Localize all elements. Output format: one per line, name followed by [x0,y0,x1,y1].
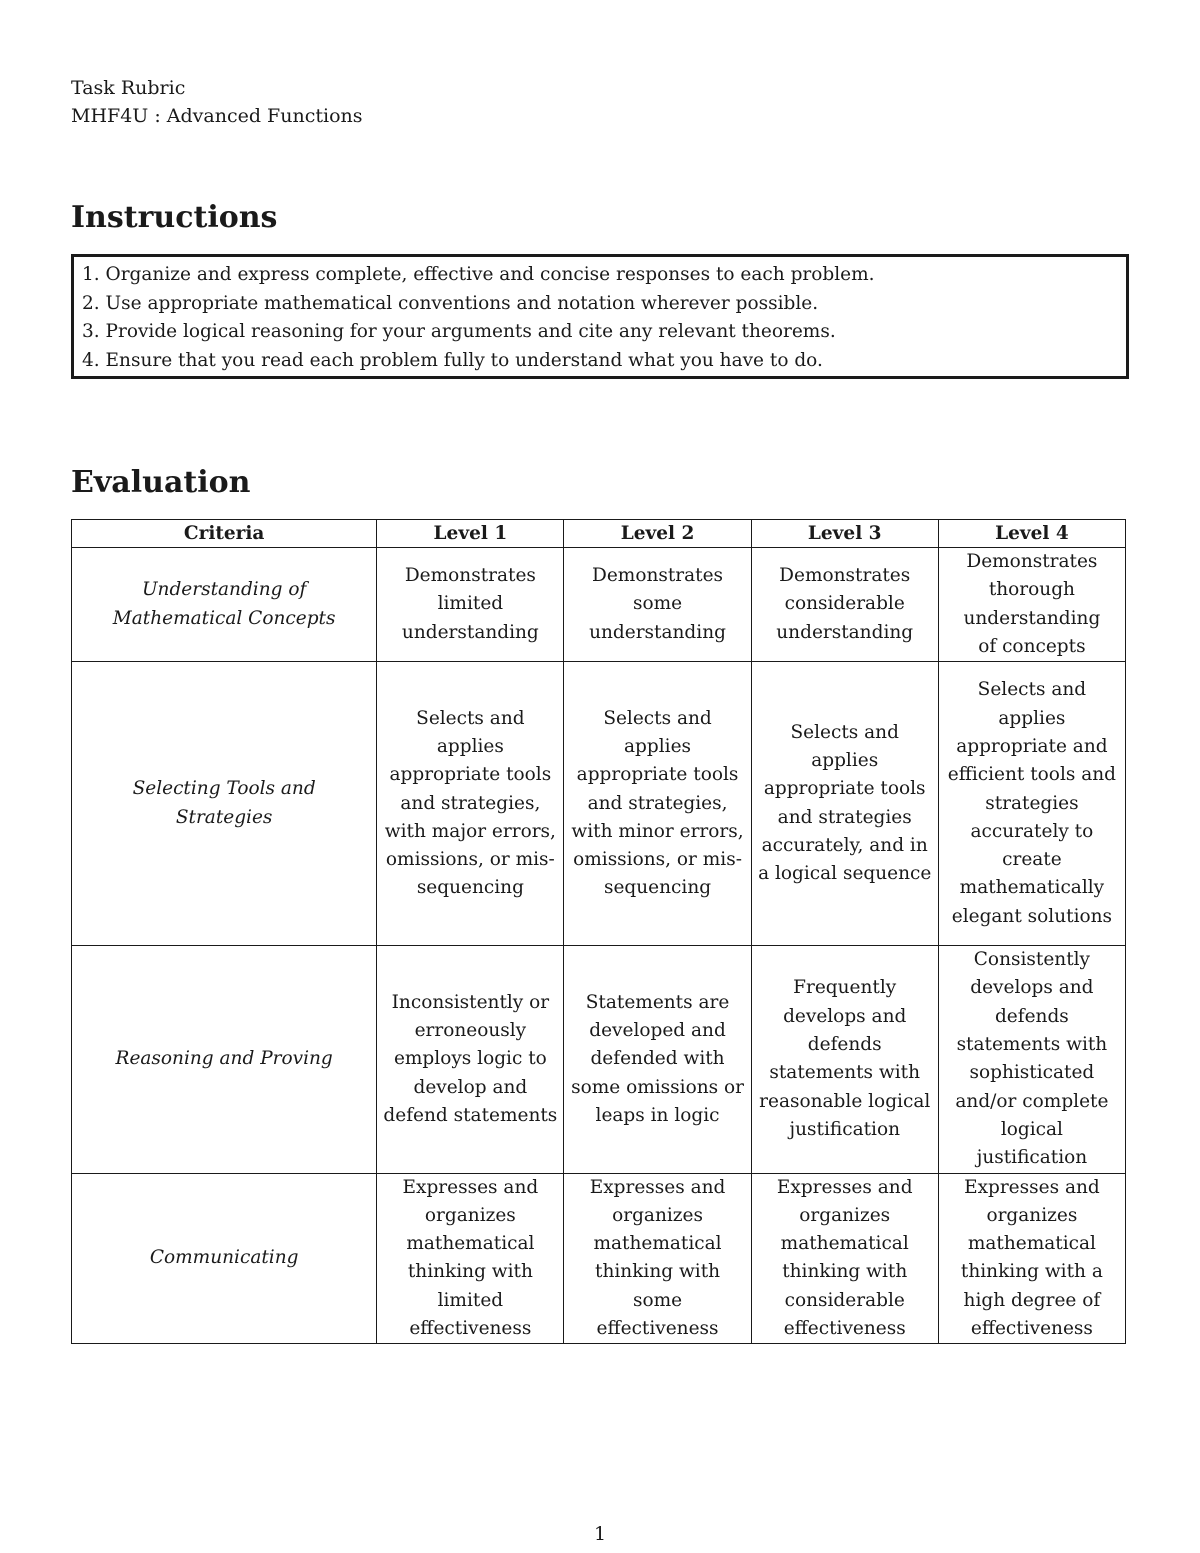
level-description: Demonstrates some understanding [589,565,726,643]
level-cell [377,548,564,662]
column-header-criteria: Criteria [72,520,377,548]
level-description: Expresses and organizes mathematical thinking with considerable effectiveness [776,1176,913,1340]
level-cell [938,548,1125,662]
instruction-item: 4. Ensure that you read each problem fully to understand what you have to do. [82,349,823,371]
level-description: Frequently develops and defends statements with reasonable logical justification [759,977,931,1140]
table-row [72,946,1126,1173]
criteria-text: Selecting Tools and Strategies [132,778,316,828]
level-description: Expresses and organizes mathematical thinking with limited effectiveness [402,1176,539,1340]
criteria-cell [72,1173,377,1344]
level-description: Demonstrates considerable understanding [776,565,914,643]
instruction-item: 1. Organize and express complete, effective and concise responses to each problem. [82,264,875,285]
rubric-table [71,519,1126,1344]
level-cell [938,662,1125,946]
level-description: Selects and applies appropriate tools and strategies, with major errors, omissions, or mis-sequencing [384,707,556,899]
level-description: Consistently develops and defends statements with sophisticated and/or complete logical justification [955,949,1109,1169]
level-cell [938,946,1125,1173]
level-description: Selects and applies appropriate tools and strategies accurately, and in a logical sequence [758,721,932,885]
table-row [72,662,1126,946]
instruction-item: 2. Use appropriate mathematical conventions and notation wherever possible. [82,292,819,314]
table-row [72,548,1126,662]
criteria-cell [72,662,377,946]
criteria-text: Communicating [149,1247,299,1269]
level-cell [377,946,564,1173]
level-cell [377,662,564,946]
level-description: Selects and applies appropriate and efficient tools and strategies accurately to create mathematically elegant solutions [947,679,1117,927]
column-header-level-1: Level 1 [377,520,564,548]
level-description: Expresses and organizes mathematical thinking with some effectiveness [589,1176,726,1340]
column-header-level-3: Level 3 [751,520,938,548]
level-cell [564,662,751,946]
level-cell [564,1173,751,1344]
criteria-cell [72,548,377,662]
level-description: Demonstrates thorough understanding of concepts [963,551,1101,657]
criteria-text: Understanding of Mathematical Concepts [112,579,336,629]
level-cell [377,1173,564,1344]
criteria-cell [72,946,377,1173]
level-cell [751,946,938,1173]
table-row [72,1173,1126,1344]
column-header-level-2: Level 2 [564,520,751,548]
level-cell [751,548,938,662]
level-description: Inconsistently or erroneously employs logic to develop and defend statements [383,991,558,1126]
instructions-heading: Instructions [71,200,278,235]
level-cell [564,946,751,1173]
table-header-row [72,520,1126,548]
level-description: Statements are developed and defended with some omissions or leaps in logic [571,991,744,1126]
instructions-list [74,257,1126,375]
level-cell [751,662,938,946]
page-number: 1 [593,1523,607,1545]
level-description: Demonstrates limited understanding [401,565,539,643]
level-description: Expresses and organizes mathematical thinking with a high degree of effectiveness [960,1176,1103,1340]
column-header-level-4: Level 4 [938,520,1125,548]
instructions-box [71,254,1129,379]
course-title: MHF4U : Advanced Functions [71,105,363,127]
level-cell [564,548,751,662]
criteria-text: Reasoning and Proving [115,1048,333,1070]
instruction-item: 3. Provide logical reasoning for your arguments and cite any relevant theorems. [82,321,836,342]
level-cell [938,1173,1125,1344]
evaluation-heading: Evaluation [71,465,251,500]
level-cell [751,1173,938,1344]
level-description: Selects and applies appropriate tools and strategies, with minor errors, omissions, or mis-sequencing [571,707,744,899]
document-type: Task Rubric [71,77,186,99]
